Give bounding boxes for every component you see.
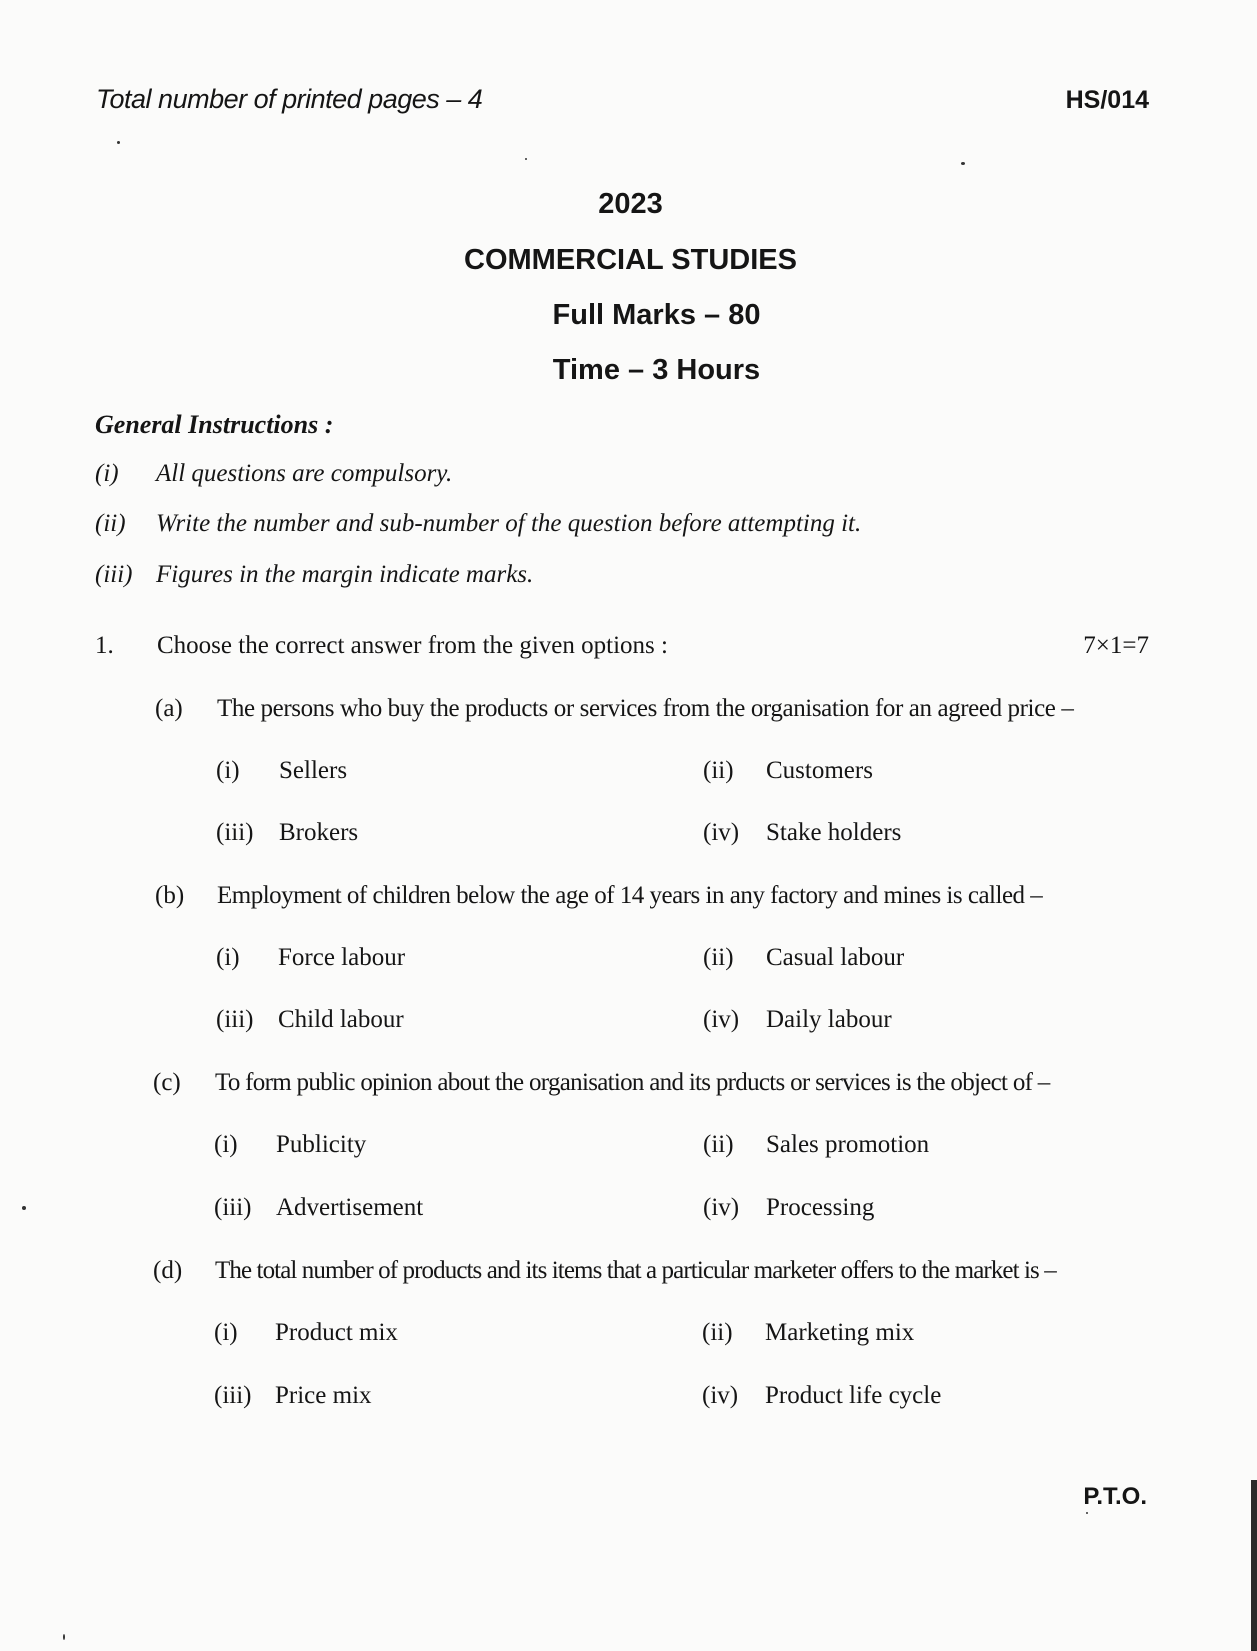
option-number: (i) (216, 757, 240, 784)
option-number: (iv) (702, 1382, 739, 1409)
printed-pages-note: Total number of printed pages – 4 (96, 84, 483, 114)
scan-speck (22, 1206, 26, 1210)
option-number: (iv) (703, 1194, 740, 1221)
exam-time: Time – 3 Hours (552, 354, 761, 386)
exam-year: 2023 (598, 188, 663, 220)
scan-speck (961, 162, 965, 165)
option-text: Publicity (276, 1131, 367, 1158)
instruction-item (0, 510, 1257, 542)
part-label-b: (b) (155, 882, 185, 909)
scan-speck (1086, 1512, 1088, 1514)
option-number: (ii) (702, 1319, 733, 1346)
option-text: Stake holders (766, 819, 902, 846)
option-text: Sales promotion (766, 1131, 930, 1158)
option-text: Advertisement (276, 1194, 424, 1221)
question-text: Choose the correct answer from the given options : (157, 632, 668, 659)
option-text: Brokers (279, 819, 359, 846)
option-text: Casual labour (766, 944, 905, 971)
part-label-c: (c) (153, 1069, 181, 1096)
instruction-number: (i) (95, 460, 119, 487)
instruction-text: Write the number and sub-number of the question before attempting it. (156, 510, 862, 537)
option-number: (iii) (216, 819, 254, 846)
instruction-item (0, 460, 1257, 492)
instruction-text: Figures in the margin indicate marks. (156, 561, 534, 588)
option-text: Child labour (278, 1006, 404, 1033)
option-number: (ii) (703, 757, 734, 784)
option-number: (iv) (703, 1006, 740, 1033)
option-number: (i) (214, 1131, 238, 1158)
option-text: Product mix (275, 1319, 398, 1346)
option-text: Daily labour (766, 1006, 892, 1033)
question-number: 1. (95, 632, 114, 659)
option-number: (ii) (703, 944, 734, 971)
instruction-number: (ii) (95, 510, 126, 537)
instruction-item (0, 561, 1257, 593)
option-number: (iv) (703, 819, 740, 846)
paper-code: HS/014 (1065, 86, 1149, 114)
part-a-question: The persons who buy the products or services from the organisation for an agreed price – (217, 695, 1074, 722)
option-number: (i) (214, 1319, 238, 1346)
full-marks: Full Marks – 80 (552, 299, 761, 331)
part-c-question: To form public opinion about the organisation and its prducts or services is the object of – (215, 1069, 1050, 1096)
option-number: (iii) (214, 1194, 252, 1221)
option-text: Sellers (279, 757, 348, 784)
option-number: (iii) (214, 1382, 252, 1409)
option-text: Customers (766, 757, 873, 784)
part-d-question: The total number of products and its items that a particular marketer offers to the market is – (215, 1257, 1056, 1284)
scan-speck (63, 1634, 65, 1640)
question-marks: 7×1=7 (1083, 632, 1149, 659)
option-text: Processing (766, 1194, 875, 1221)
option-number: (ii) (703, 1131, 734, 1158)
option-text: Force labour (278, 944, 406, 971)
please-turn-over: P.T.O. (1083, 1483, 1147, 1510)
part-b-question: Employment of children below the age of 14 years in any factory and mines is called – (217, 882, 1043, 909)
scan-speck (117, 141, 120, 144)
option-text: Product life cycle (765, 1382, 942, 1409)
instructions-heading: General Instructions : (95, 410, 334, 439)
scan-edge-shadow (1251, 1480, 1257, 1651)
subject-title: COMMERCIAL STUDIES (464, 244, 797, 276)
option-text: Marketing mix (765, 1319, 915, 1346)
instruction-number: (iii) (95, 561, 133, 588)
part-label-d: (d) (153, 1257, 183, 1284)
option-text: Price mix (275, 1382, 372, 1409)
option-number: (iii) (216, 1006, 254, 1033)
part-label-a: (a) (155, 695, 183, 722)
instruction-text: All questions are compulsory. (156, 460, 453, 487)
scan-speck (525, 158, 527, 160)
option-number: (i) (216, 944, 240, 971)
